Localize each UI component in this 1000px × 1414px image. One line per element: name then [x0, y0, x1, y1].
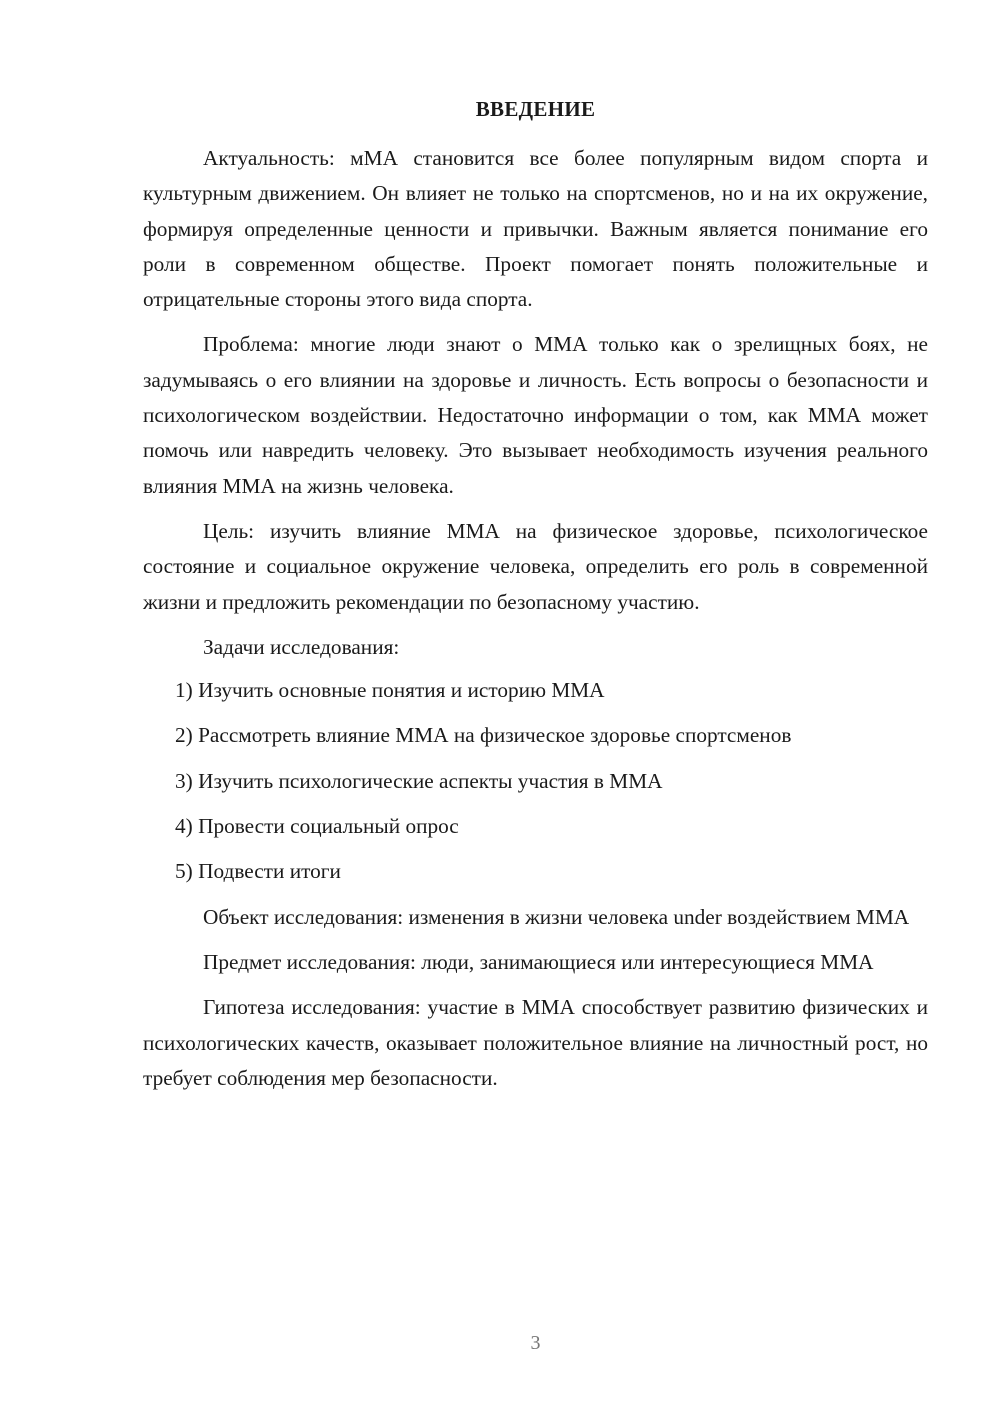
document-body — [143, 141, 928, 1106]
list-item: 3) Изучить психологические аспекты участия в ММА — [175, 768, 663, 793]
page-title: ВВЕДЕНИЕ — [475, 97, 596, 121]
list-item: 2) Рассмотреть влияние ММА на физическое здоровье спортсменов — [175, 723, 792, 748]
paragraph-subject: Предмет исследования: люди, занимающиеся или интересующиеся ММА — [203, 949, 874, 974]
paragraph-hypothesis: Гипотеза исследования: участие в ММА способствует развитию физических и психологических качеств, оказывает положительное влияние на личностный рост, но требует соблюдения мер безопасности. — [143, 995, 928, 1090]
paragraph-problem: Проблема: многие люди знают о ММА только как о зрелищных боях, не задумываясь о его влиянии на здоровье и личность. Есть вопросы о безопасности и психологическом воздействии. Недостаточно информации о том, как ММА может помочь или навредить человеку. Это вызывает необходимость изучения реального влияния ММА на жизнь человека. — [143, 332, 928, 498]
paragraph-goal: Цель: изучить влияние ММА на физическое здоровье, психологическое состояние и социальное окружение человека, определить его роль в современной жизни и предложить рекомендации по безопасному участию. — [143, 518, 928, 614]
list-item: 4) Провести социальный опрос — [175, 814, 459, 839]
document-page — [143, 0, 928, 1414]
list-item: 5) Подвести итоги — [175, 859, 341, 884]
list-item: 1) Изучить основные понятия и историю ММА — [175, 678, 605, 703]
paragraph-object: Объект исследования: изменения в жизни человека under воздействием ММА — [203, 904, 910, 929]
tasks-heading: Задачи исследования: — [203, 634, 400, 659]
page-number: 3 — [530, 1332, 541, 1354]
paragraph-relevance: Актуальность: мМА становится все более популярным видом спорта и культурным движением. Он влияет не только на спортсменов, но и на их окружение, формируя определенные ценности и привычки. Важным является понимание его роли в современном обществе. Проект помогает понять положительные и отрицательные стороны этого вида спорта. — [143, 146, 928, 312]
task-list — [143, 673, 928, 889]
